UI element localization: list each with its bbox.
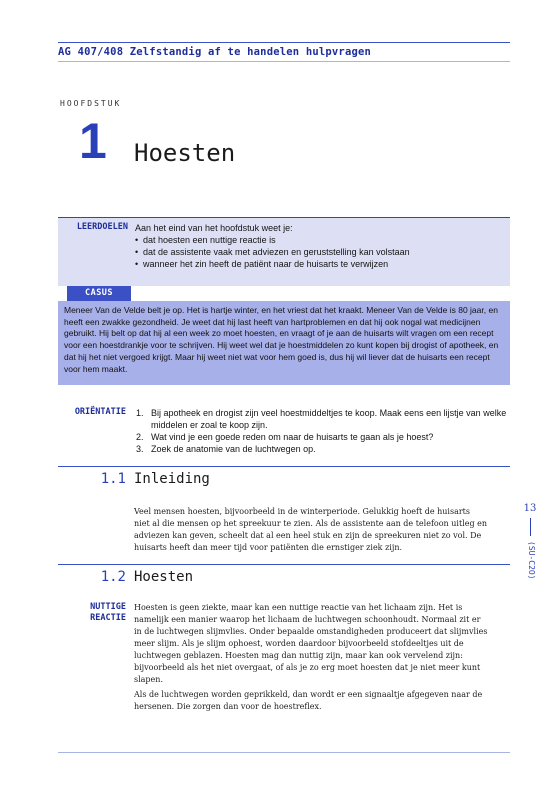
page-number: 13 <box>523 503 537 514</box>
chapter-number: 1 <box>79 113 107 169</box>
section-number: 1.2 <box>100 569 126 585</box>
orientatie-label: ORIËNTATIE <box>74 407 126 417</box>
section-rule <box>58 564 510 565</box>
running-header: AG 407/408 Zelfstandig af te handelen hulpvragen <box>58 46 372 58</box>
section-title: Hoesten <box>134 569 194 585</box>
leerdoelen-intro: Aan het eind van het hoofdstuk weet je: <box>135 223 293 233</box>
footer-rule <box>58 752 510 753</box>
list-item: • dat hoesten een nuttige reactie is <box>135 234 505 246</box>
list-item: 3. Zoek de anatomie van de luchtwegen op. <box>136 444 316 454</box>
section-number: 1.1 <box>100 471 126 487</box>
margin-label: NUTTIGE REACTIE <box>90 602 126 623</box>
list-item: • wanneer het zin heeft de patiënt naar de huisarts te verwijzen <box>135 258 505 270</box>
header-underline <box>58 61 510 62</box>
paragraph: Veel mensen hoesten, bijvoorbeeld in de winterperiode. Gelukkig hoeft de huisarts niet al die mensen op het spreekuur te zien. Als de assistente aan de telefoon uitleg en adviezen kan geven, scheelt dat al een heel stuk en zijn de spreekuren niet zo vol. De huisarts heeft dan meer tijd voor patiënten die ernstiger ziek zijn. <box>134 507 487 552</box>
list-item: 1. Bij apotheek en drogist zijn veel hoestmiddeltjes te koop. Maak eens een lijstje van welke middelen er zoal te koop zijn. <box>136 408 507 430</box>
casus-tab: CASUS <box>67 286 131 301</box>
leerdoelen-list <box>135 234 505 270</box>
paragraph: Als de luchtwegen worden geprikkeld, dan wordt er een signaaltje afgegeven naar de hersenen. Die zorgen dan voor de hoestreflex. <box>134 690 483 711</box>
chapter-kicker: HOOFDSTUK <box>60 99 122 108</box>
page-vertical-mark: ⟨SU-C2O⟩ <box>527 541 536 580</box>
casus-text: Meneer Van de Velde belt je op. Het is hartje winter, en het vriest dat het kraakt. Meneer Van de Velde is 80 jaar, en heeft een zwakke gezondheid. Je weet dat hij last heeft van hartproblemen en dat hij ook nogal wat medicijnen gebruikt. Hij belt op dat hij al een week zo moet hoesten, en vraagt of je aan de huisarts wilt vragen om een recept voor een hoestdrankje voor te schrijven. Hij weet wel dat je hoestmiddelen zo kunt kopen bij drogist of apotheek, en dat hij het niet vergoed krijgt. Maar hij weet niet wat voor hem goed is, dus hij wil liever dat de huisarts een recept voor hem maakt. <box>64 305 499 374</box>
section-title: Inleiding <box>134 471 210 487</box>
orientatie-list <box>136 407 510 455</box>
list-item: • dat de assistente vaak met adviezen en geruststelling kan volstaan <box>135 246 505 258</box>
list-item: 2. Wat vind je een goede reden om naar de huisarts te gaan als je hoest? <box>136 432 434 442</box>
paragraph: Hoesten is geen ziekte, maar kan een nuttige reactie van het lichaam zijn. Het is namelijk een manier waarop het lichaam de luchtwegen schoonhoudt. Normaal zit er in de luchtwegen slijmvlies. Onder bepaalde omstandigheden produceert dat slijmvlies meer slijm. Als je slijm ophoest, worden daardoor bijvoorbeeld stofdeeltjes uit de luchtwegen geblazen. Hoesten mag dan nuttig zijn, maar kan ook vervelend zijn: bijvoorbeeld als het niet overgaat, of als je zo erg moet hoesten dat je niet meer kunt slapen. <box>134 603 488 684</box>
chapter-title: Hoesten <box>134 139 236 167</box>
header-top-rule <box>58 42 510 43</box>
page-number-rule <box>530 518 531 536</box>
section-rule <box>58 466 510 467</box>
leerdoelen-label: LEERDOELEN <box>76 222 128 232</box>
leerdoelen-content <box>135 222 505 270</box>
